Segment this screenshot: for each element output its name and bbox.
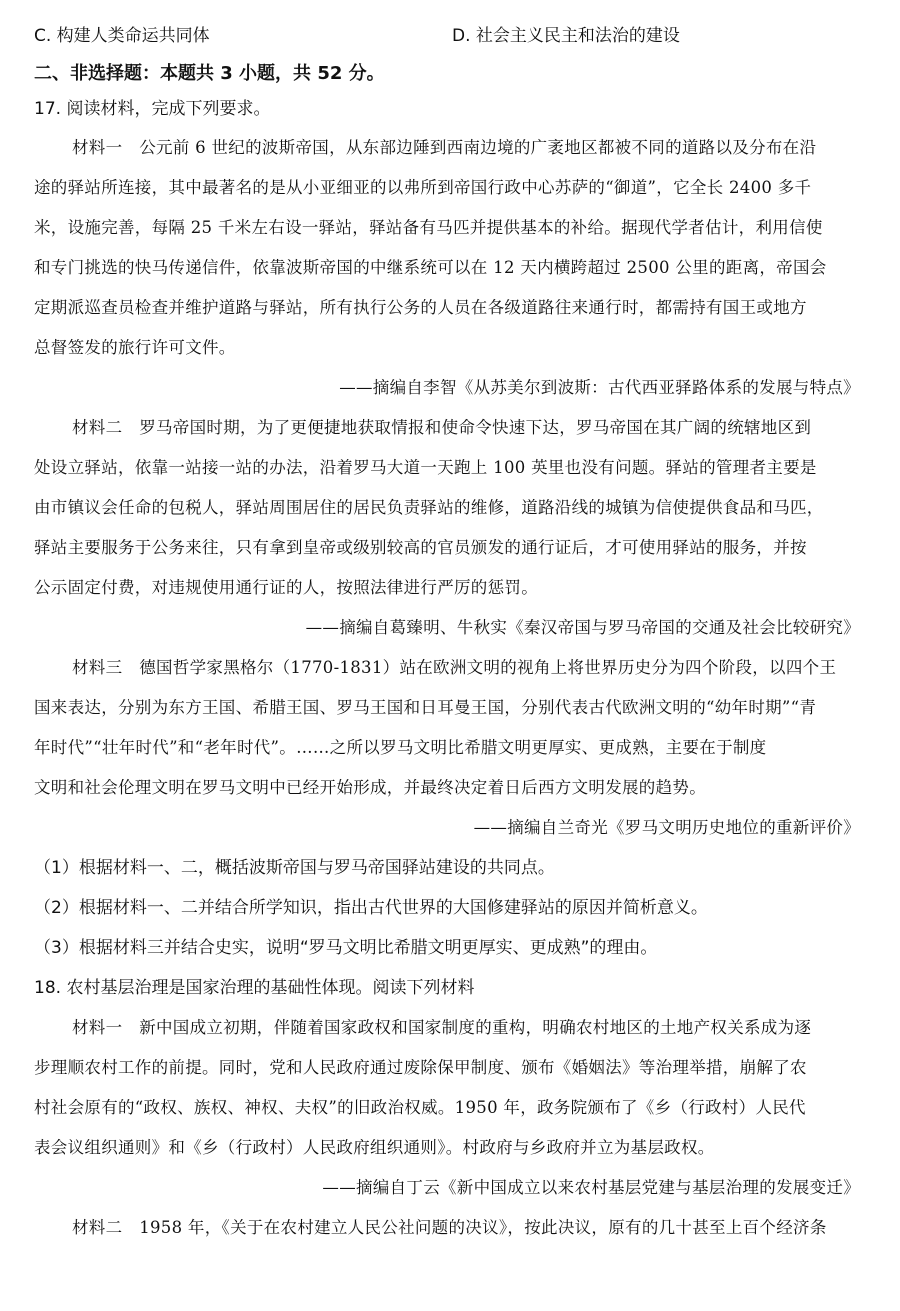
q17-source-2: ——摘编自葛臻明、牛秋实《秦汉帝国与罗马帝国的交通及社会比较研究》 [305, 618, 860, 637]
q18-m1-line: 表会议组织通则》和《乡（行政村）人民政府组织通则》。村政府与乡政府并立为基层政权。 [34, 1138, 715, 1157]
q17-m3-line: 文明和社会伦理文明在罗马文明中已经开始形成，并最终决定着日后西方文明发展的趋势。 [34, 778, 706, 797]
q17-source-1: ——摘编自李智《从苏美尔到波斯：古代西亚驿路体系的发展与特点》 [339, 378, 860, 397]
q17-m1-line: 总督签发的旅行许可文件。 [34, 338, 236, 357]
q18-prompt: 18. 农村基层治理是国家治理的基础性体现。阅读下列材料 [34, 978, 475, 998]
option-d: D. 社会主义民主和法治的建设 [452, 26, 680, 46]
q17-m2-line: 由市镇议会任命的包税人，驿站周围居住的居民负责驿站的维修，道路沿线的城镇为信使提供食品和马匹， [34, 498, 824, 517]
q17-subquestion-1: （1）根据材料一、二，概括波斯帝国与罗马帝国驿站建设的共同点。 [34, 858, 555, 878]
q17-subquestion-3: （3）根据材料三并结合史实，说明“罗马文明比希腊文明更厚实、更成熟”的理由。 [34, 938, 658, 958]
q17-source-3: ——摘编自兰奇光《罗马文明历史地位的重新评价》 [473, 818, 860, 837]
q17-prompt: 17. 阅读材料，完成下列要求。 [34, 99, 271, 119]
q17-m3-line: 国来表达，分别为东方王国、希腊王国、罗马王国和日耳曼王国，分别代表古代欧洲文明的“幼年时期”“青 [34, 698, 817, 717]
q17-m3-line: 年时代”“壮年时代”和“老年时代”。……之所以罗马文明比希腊文明更厚实、更成熟，主要在于制度 [34, 738, 767, 757]
q18-m2-line: 材料二 1958 年，《关于在农村建立人民公社问题的决议》，按此决议，原有的几十甚至上百个经济条 [72, 1218, 827, 1237]
section-heading: 二、非选择题：本题共 3 小题，共 52 分。 [34, 63, 385, 84]
q17-m1-line: 米，设施完善，每隔 25 千米左右设一驿站，驿站备有马匹并提供基本的补给。据现代学者估计，利用信使 [34, 218, 823, 237]
q17-m2-line: 处设立驿站，依靠一站接一站的办法，沿着罗马大道一天跑上 100 英里也没有问题。驿站的管理者主要是 [34, 458, 817, 477]
q18-source-1: ——摘编自丁云《新中国成立以来农村基层党建与基层治理的发展变迁》 [322, 1178, 860, 1197]
q18-m1-line: 村社会原有的“政权、族权、神权、夫权”的旧政治权威。1950 年，政务院颁布了《乡（行政村）人民代 [34, 1098, 806, 1117]
option-c: C. 构建人类命运共同体 [34, 26, 210, 46]
q18-m1-line: 材料一 新中国成立初期，伴随着国家政权和国家制度的重构，明确农村地区的土地产权关系成为逐 [72, 1018, 812, 1037]
q17-m1-line: 定期派巡查员检查并维护道路与驿站，所有执行公务的人员在各级道路往来通行时，都需持有国王或地方 [34, 298, 807, 317]
q17-m2-line: 公示固定付费，对违规使用通行证的人，按照法律进行严厉的惩罚。 [34, 578, 538, 597]
q17-subquestion-2: （2）根据材料一、二并结合所学知识，指出古代世界的大国修建驿站的原因并简析意义。 [34, 898, 708, 918]
q17-m1-line: 和专门挑选的快马传递信件，依靠波斯帝国的中继系统可以在 12 天内横跨超过 2500 公里的距离，帝国会 [34, 258, 827, 277]
q17-m2-line: 驿站主要服务于公务来往，只有拿到皇帝或级别较高的官员颁发的通行证后，才可使用驿站的服务，并按 [34, 538, 807, 557]
q17-m2-line: 材料二 罗马帝国时期，为了更便捷地获取情报和使命令快速下达，罗马帝国在其广阔的统辖地区到 [72, 418, 812, 437]
q17-m1-line: 材料一 公元前 6 世纪的波斯帝国，从东部边陲到西南边境的广袤地区都被不同的道路以及分布在沿 [72, 138, 817, 157]
q18-m1-line: 步理顺农村工作的前提。同时，党和人民政府通过废除保甲制度、颁布《婚姻法》等治理举措，崩解了农 [34, 1058, 807, 1077]
q17-m3-line: 材料三 德国哲学家黑格尔（1770-1831）站在欧洲文明的视角上将世界历史分为四个阶段，以四个王 [72, 658, 837, 677]
q17-m1-line: 途的驿站所连接，其中最著名的是从小亚细亚的以弗所到帝国行政中心苏萨的“御道”，它全长 2400 多千 [34, 178, 812, 197]
